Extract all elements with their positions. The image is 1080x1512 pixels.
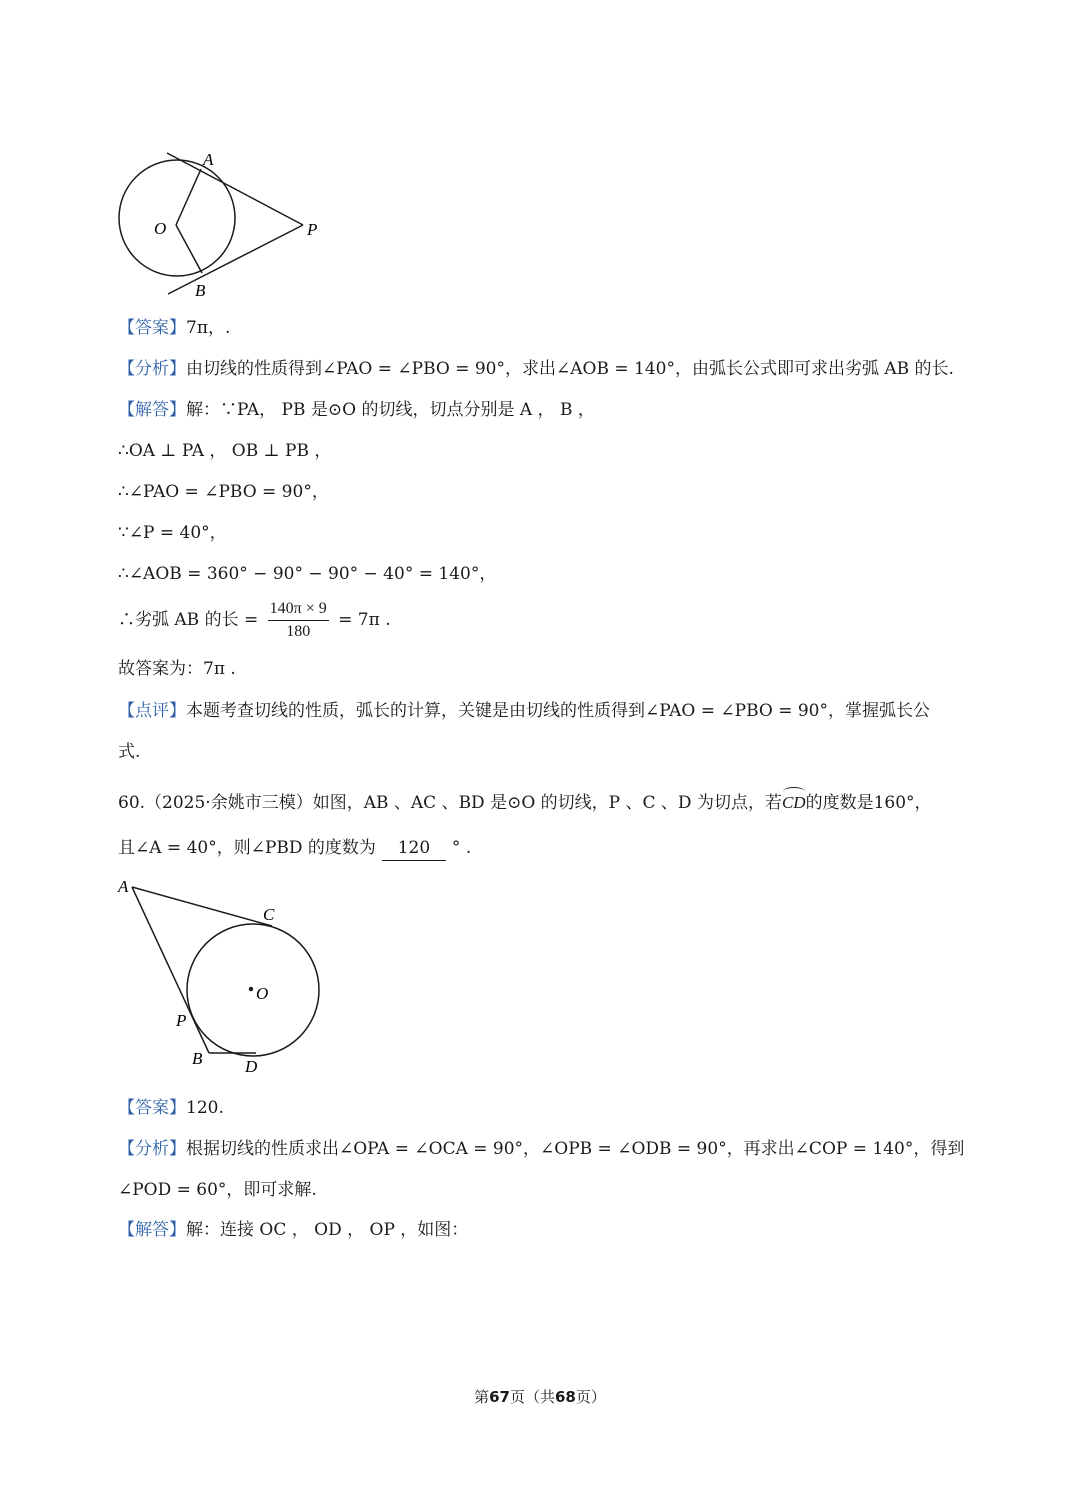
label-d2: D — [245, 1057, 258, 1076]
label-o2: O — [256, 984, 269, 1003]
total-pages: 68 — [555, 1388, 576, 1406]
figure-tangent-circle-1 — [110, 145, 340, 305]
center-dot — [249, 987, 253, 991]
circle-o-1 — [119, 160, 235, 276]
fraction-denominator: 180 — [286, 623, 311, 640]
q59-solution-line2: ∴OA ⊥ PA ， OB ⊥ PB ， — [118, 441, 332, 461]
q59-analysis — [118, 357, 954, 381]
q59-solution-line5: ∴∠AOB = 360° − 90° − 90° − 40° = 140°， — [118, 564, 497, 584]
stem-text-b: 的度数是160°， — [805, 793, 932, 813]
figure-tangent-circle-2 — [110, 872, 330, 1082]
solution-text: 解：连接 OC ， OD ， OP ，如图： — [186, 1220, 469, 1240]
q60-stem-line2 — [118, 836, 471, 861]
answer-text: 7π，. — [186, 318, 231, 338]
label-b: B — [195, 281, 206, 300]
label-c2: C — [263, 905, 275, 924]
analysis-tag: 【分析】 — [118, 1139, 186, 1159]
arc-length-prefix: ∴劣弧 AB 的长 = — [118, 610, 259, 630]
radius-oa — [176, 169, 201, 225]
q60-solution — [118, 1218, 468, 1242]
radius-ob — [176, 225, 202, 273]
page-number: 67 — [489, 1388, 510, 1406]
stem-text-c: 且∠A = 40°，则∠PBD 的度数为 — [118, 838, 376, 858]
arc-cd: CD — [782, 791, 806, 815]
q59-answer — [118, 316, 230, 340]
q60-analysis — [118, 1137, 964, 1161]
fraction-numerator: 140π × 9 — [268, 598, 329, 621]
tangent-ac — [132, 887, 272, 926]
comment-tag: 【点评】 — [118, 701, 186, 721]
answer-text: 120. — [186, 1098, 224, 1118]
label-o: O — [154, 219, 167, 238]
stem-text-a: 60.（2025·余姚市三模）如图，AB 、AC 、BD 是⊙O 的切线，P 、C 、D 为切点，若 — [118, 793, 782, 813]
arc-length-suffix: = 7π . — [338, 610, 391, 630]
label-b2: B — [192, 1049, 203, 1068]
footer-mid: 页（共 — [509, 1388, 555, 1406]
comment-text: 本题考查切线的性质，弧长的计算，关键是由切线的性质得到∠PAO = ∠PBO = 90°，掌握弧长公 — [186, 701, 930, 721]
answer-blank: 120 — [382, 836, 446, 861]
analysis-text: 根据切线的性质求出∠OPA = ∠OCA = 90°，∠OPB = ∠ODB = 90°，再求出∠COP = 140°，得到 — [186, 1139, 965, 1159]
q60-analysis-line2: ∠POD = 60°，即可求解. — [118, 1180, 317, 1200]
circle-o-2 — [187, 924, 319, 1056]
page-footer — [0, 1386, 1080, 1407]
q60-stem-line1 — [118, 791, 932, 815]
solution-tag: 【解答】 — [118, 400, 186, 420]
analysis-text: 由切线的性质得到∠PAO = ∠PBO = 90°，求出∠AOB = 140°，由弧长公式即可求出劣弧 AB 的长. — [186, 359, 954, 379]
footer-pre: 第 — [474, 1388, 490, 1406]
stem-text-d: ° . — [451, 838, 472, 858]
q59-solution-line3: ∴∠PAO = ∠PBO = 90°， — [118, 482, 329, 502]
tangent-pb — [168, 225, 303, 294]
solution-tag: 【解答】 — [118, 1220, 186, 1240]
answer-tag: 【答案】 — [118, 1098, 186, 1118]
q59-final-answer: 故答案为：7π . — [118, 659, 236, 679]
label-p2: P — [176, 1011, 187, 1030]
analysis-tag: 【分析】 — [118, 359, 186, 379]
label-a: A — [203, 150, 214, 169]
q60-answer — [118, 1096, 224, 1120]
q59-solution-line4: ∵∠P = 40°， — [118, 523, 227, 543]
q59-solution-line6 — [118, 598, 391, 643]
answer-tag: 【答案】 — [118, 318, 186, 338]
q59-solution-line1 — [118, 398, 595, 422]
footer-post: 页） — [575, 1388, 606, 1406]
q59-comment-line2: 式. — [118, 742, 141, 762]
q59-comment — [118, 699, 930, 723]
fraction — [268, 598, 329, 643]
solution-text: 解：∵PA， PB 是⊙O 的切线，切点分别是 A ， B ， — [186, 400, 595, 420]
label-p: P — [307, 220, 318, 239]
label-a2: A — [118, 877, 129, 896]
tangent-ab — [132, 887, 209, 1053]
